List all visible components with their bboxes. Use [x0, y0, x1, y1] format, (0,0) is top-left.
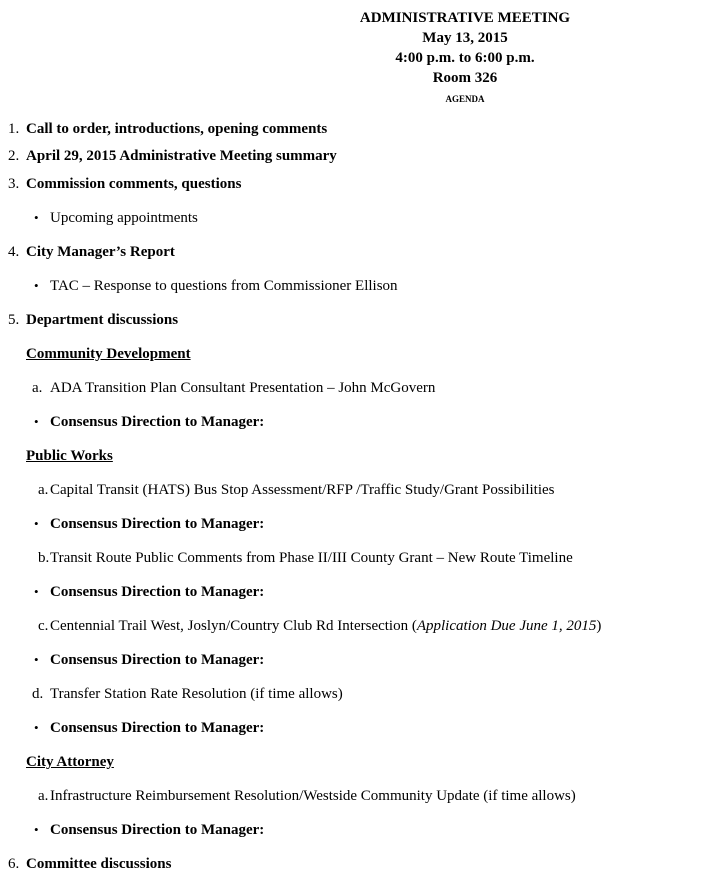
consensus-text: Consensus Direction to Manager:: [50, 414, 265, 430]
item-number: 2.: [8, 148, 20, 164]
item-number: 6.: [8, 856, 20, 872]
agenda-header: [314, 8, 616, 106]
bullet-icon: •: [34, 720, 39, 735]
bullet-icon: •: [34, 652, 39, 667]
item-number: 3.: [8, 176, 20, 192]
sub-item-text: Infrastructure Reimbursement Resolution/Westside Community Update (if time allows): [50, 788, 576, 804]
bullet-icon: •: [34, 210, 39, 225]
sub-item-text: [50, 617, 601, 635]
sub-item-text: Transfer Station Rate Resolution (if time allows): [50, 686, 343, 702]
item-title: Department discussions: [26, 312, 179, 328]
consensus-text: Consensus Direction to Manager:: [50, 584, 265, 600]
bullet-icon: •: [34, 516, 39, 531]
sub-item-letter: c.: [38, 618, 49, 634]
sub-item-letter: d.: [32, 686, 44, 702]
sub-item-letter: a.: [38, 482, 49, 498]
consensus-text: Consensus Direction to Manager:: [50, 822, 265, 838]
consensus-text: Consensus Direction to Manager:: [50, 720, 265, 736]
bullet-icon: •: [34, 584, 39, 599]
sub-item-text: ADA Transition Plan Consultant Presentation – John McGovern: [50, 380, 436, 396]
sub-item-text: Transit Route Public Comments from Phase II/III County Grant – New Route Timeline: [50, 550, 573, 566]
application-due-note: Application Due June 1, 2015: [416, 618, 597, 634]
item-title: City Manager’s Report: [26, 244, 175, 260]
bullet-icon: •: [34, 278, 39, 293]
sub-item-letter: a.: [38, 788, 49, 804]
bullet-text: Upcoming appointments: [50, 210, 198, 226]
section-heading: Public Works: [26, 448, 113, 464]
item-title: April 29, 2015 Administrative Meeting summary: [26, 148, 337, 164]
meeting-date: May 13, 2015: [422, 30, 508, 46]
item-title: Call to order, introductions, opening comments: [26, 121, 328, 137]
sub-item-text-main: Centennial Trail West, Joslyn/Country Club Rd Intersection (: [50, 618, 417, 634]
meeting-time: 4:00 p.m. to 6:00 p.m.: [395, 50, 535, 66]
bullet-icon: •: [34, 414, 39, 429]
sub-item-letter: a.: [32, 380, 43, 396]
consensus-text: Consensus Direction to Manager:: [50, 516, 265, 532]
bullet-text: TAC – Response to questions from Commissioner Ellison: [50, 278, 398, 294]
item-number: 5.: [8, 312, 20, 328]
item-number: 1.: [8, 121, 20, 137]
meeting-room: Room 326: [432, 70, 498, 86]
sub-item-text: Capital Transit (HATS) Bus Stop Assessment/RFP /Traffic Study/Grant Possibilities: [50, 482, 555, 498]
bullet-icon: •: [34, 822, 39, 837]
section-heading: City Attorney: [26, 754, 114, 770]
item-title: Commission comments, questions: [26, 176, 242, 192]
consensus-text: Consensus Direction to Manager:: [50, 652, 265, 668]
agenda-label: AGENDA: [445, 94, 485, 104]
item-title: Committee discussions: [26, 856, 172, 872]
sub-item-text-close: ): [596, 618, 602, 634]
sub-item-letter: b.: [38, 550, 50, 566]
meeting-title: ADMINISTRATIVE MEETING: [359, 10, 571, 26]
item-number: 4.: [8, 244, 20, 260]
section-heading: Community Development: [26, 346, 191, 362]
